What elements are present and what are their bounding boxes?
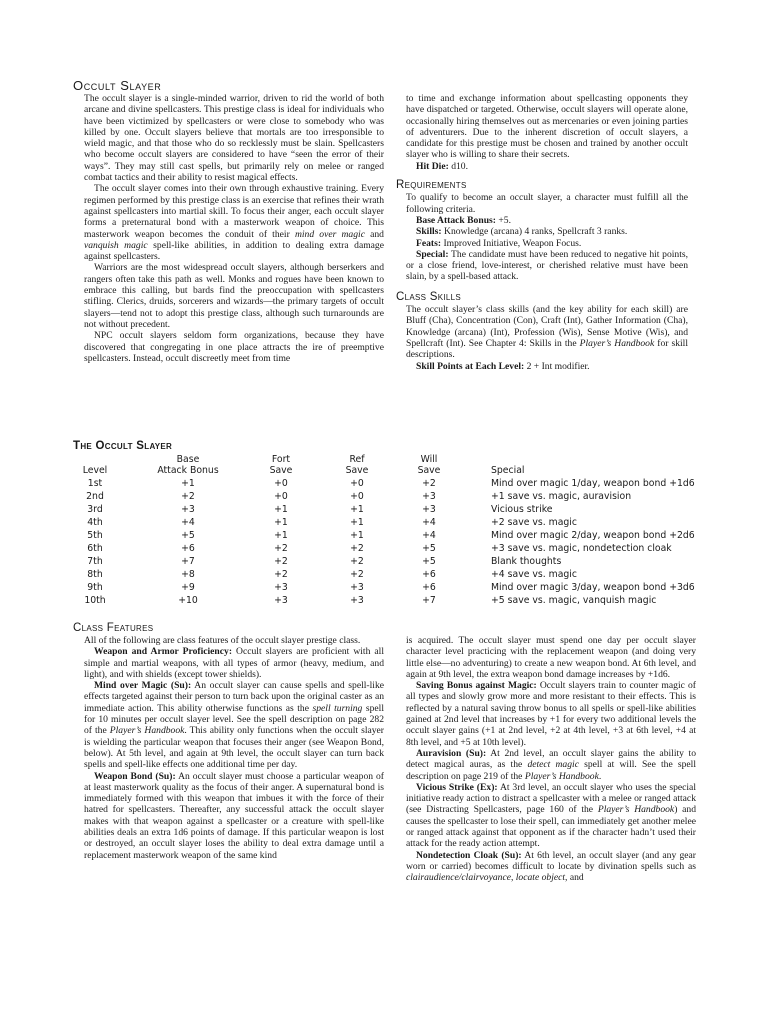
- intro-paragraph-3: Warriors are the most widespread occult slayers, although berserkers and rangers often take this path as well. Monks and rogues have been known to embrace this calling, but bards find the preoccupation with spellcasters stifling. Clerics, druids, sorcerers and wizards—the primary targets of occult slayers—tend not to adopt this prestige class, although such turnarounds are not without precedent.: [84, 262, 384, 330]
- table-cell: +0: [350, 491, 364, 502]
- table-cell: +3: [350, 582, 364, 593]
- table-cell: 5th: [87, 530, 103, 541]
- table-cell: +5: [181, 530, 195, 541]
- intro-paragraph-1: The occult slayer is a single-minded warrior, driven to rid the world of both arcane and divine spellcasters. This prestige class is ideal for individuals who have been victimized by spellcasters or were close to somebody who was killed by one. Occult slayers believe that mortals are too irresponsible to wield magic, and that those who do so recklessly must be slain. Spellcasters who become occult slayers are considered to have “seen the error of their ways”. They may still cast spells, but primarily rely on melee or ranged combat tactics and their ability to resist magical effects.: [84, 93, 384, 184]
- table-cell: Mind over magic 2/day, weapon bond +2d6: [491, 530, 695, 541]
- table-cell: 7th: [87, 556, 103, 567]
- table-cell: +2: [350, 569, 364, 580]
- table-cell: +2 save vs. magic: [491, 517, 577, 528]
- saving-bonus: Saving Bonus against Magic: Occult slayers train to counter magic of all types and slowly grow more and more resistant to their effects. This is reflected by a natural saving throw bonus to all spells or spell-like abilities gained at 2nd level that increases by +1 for every two additional levels the occult slayer gains (+1 at 2nd level, +2 at 4th level, +3 at 6th level, +4 at 8th level, and +5 at 10th level).: [406, 680, 696, 748]
- table-cell: +4: [422, 517, 436, 528]
- table-cell: 2nd: [86, 491, 104, 502]
- table-cell: +4 save vs. magic: [491, 569, 577, 580]
- intro-left-column: [84, 93, 384, 364]
- auravision: Auravision (Su): At 2nd level, an occult slayer gains the ability to detect magical auras, as the detect magic spell at will. See the spell description on page 219 of the Player’s Handbook.: [406, 747, 697, 782]
- table-cell: 3rd: [87, 504, 103, 515]
- requirement-skills: Skills: Knowledge (arcana) 4 ranks, Spellcraft 3 ranks.: [416, 226, 628, 238]
- table-cell: +10: [178, 595, 198, 606]
- table-cell: +3: [181, 504, 195, 515]
- table-cell: +3: [350, 595, 364, 606]
- table-cell: +3: [422, 491, 436, 502]
- table-cell: +5 save vs. magic, vanquish magic: [491, 595, 657, 606]
- table-cell: 6th: [87, 543, 103, 554]
- table-cell: 1st: [87, 478, 103, 489]
- table-cell: +1 save vs. magic, auravision: [491, 491, 632, 502]
- nondetection-cloak: Nondetection Cloak (Su): At 6th level, an occult slayer (and any gear worn or carried) becomes difficult to locate by divination spells such as clairaudience/clairvoyance, locate object, and: [406, 849, 696, 884]
- table-cell: +4: [181, 517, 195, 528]
- table-cell: +4: [422, 530, 436, 541]
- weapon-armor-proficiency: Weapon and Armor Proficiency: Occult slayers are proficient with all simple and martial weapons, with all types of armor (heavy, medium, and light), and with shields (except tower shields).: [84, 646, 385, 680]
- table-cell: +1: [350, 517, 364, 528]
- table-cell: Blank thoughts: [491, 556, 562, 567]
- table-cell: +3: [274, 595, 288, 606]
- table-cell: +2: [274, 556, 288, 567]
- features-intro: All of the following are class features of the occult slayer prestige class.: [84, 635, 361, 646]
- table-cell: +6: [422, 582, 436, 593]
- table-cell: +7: [422, 595, 436, 606]
- table-cell: +1: [274, 504, 288, 515]
- table-cell: +2: [181, 491, 195, 502]
- class-skills-heading: Class Skills: [396, 290, 462, 303]
- vanquish-magic-term: vanquish magic: [84, 239, 148, 251]
- features-left-column: [84, 635, 384, 861]
- class-features-heading: Class Features: [73, 622, 154, 634]
- table-cell: +2: [350, 556, 364, 567]
- requirements-heading: Requirements: [396, 179, 467, 192]
- intro-right-column: [396, 93, 688, 372]
- table-cell: +2: [422, 478, 436, 489]
- table-cell: +5: [422, 543, 436, 554]
- table-cell: +1: [350, 504, 364, 515]
- table-cell: +3: [422, 504, 436, 515]
- table-cell: +2: [350, 543, 364, 554]
- table-cell: 4th: [87, 517, 103, 528]
- skill-points: Skill Points at Each Level: 2 + Int modifier.: [416, 360, 590, 372]
- table-cell: +1: [350, 530, 364, 541]
- table-cell: +6: [422, 569, 436, 580]
- table-cell: +7: [181, 556, 195, 567]
- requirement-special: Special: The candidate must have been reduced to negative hit points, or a close friend, love-interest, or cherished relative must have been slain, by a spell-based attack.: [406, 248, 688, 283]
- features-right-column: [406, 635, 696, 884]
- requirement-bab: Base Attack Bonus: +5.: [416, 214, 511, 226]
- table-cell: 8th: [87, 569, 103, 580]
- table-cell: +6: [181, 543, 195, 554]
- intro-paragraph-4: NPC occult slayers seldom form organizations, because they have discovered that congregating in one place attracts the ire of preemptive spellcasters. Instead, occult discreetly meet from time: [84, 330, 384, 364]
- requirement-feats: Feats: Improved Initiative, Weapon Focus.: [416, 237, 582, 249]
- table-cell: +8: [181, 569, 195, 580]
- weapon-bond-continuation: is acquired. The occult slayer must spend one day per occult slayer character level practicing with the replacement weapon (and doing very little else—no adventuring) to create a new weapon bond. At 6th level, and again at 9th level, the extra weapon bond damage increases by +1d6.: [406, 635, 696, 680]
- table-cell: +9: [181, 582, 195, 593]
- weapon-bond: Weapon Bond (Su): An occult slayer must choose a particular weapon of at least masterwork quality as the focus of their anger. A supernatural bond is immediately formed with this weapon that imbues it with the force of their hatred for spellcasters. Thereafter, any successful attack the occult slayer makes with that weapon against a spellcaster or a creature with spell-like abilities deals an extra 1d6 points of damage. If this particular weapon is lost or destroyed, an occult slayer loses the ability to deal extra damage until a replacement masterwork weapon of the same kind: [84, 770, 384, 861]
- class-skills-text: The occult slayer’s class skills (and the key ability for each skill) are Bluff (Cha), Concentration (Con), Craft (Int), Gather Information (Cha), Knowledge (arcana) (Int), Profession (Wis), Sense Motive (Wis), and Spellcraft (Int). See Chapter 4: Skills in the Player’s Handbook for skill descriptions.: [406, 304, 688, 361]
- table-cell: +1: [274, 517, 288, 528]
- table-cell: +0: [274, 478, 288, 489]
- intro-paragraph-2: The occult slayer comes into their own through exhaustive training. Every regimen performed by this prestige class is an exercise that refines their wrath against spellcasters into martial skill. To focus their anger, each occult slayer forms a preternatural bond with a masterwork weapon of choice. This masterwork weapon becomes the conduit of their mind over magic and vanquish magic spell-like abilities, in addition to dealing extra damage against spellcasters.: [84, 183, 384, 263]
- table-cell: +1: [181, 478, 195, 489]
- hit-die: Hit Die: d10.: [416, 160, 468, 172]
- vicious-strike: Vicious Strike (Ex): At 3rd level, an occult slayer who uses the special initiative ready action to distract a spellcaster with a melee or ranged attack (see Distracting Spellcasters, page 160 of the Player’s Handbook) and causes the spellcaster to lose their spell, can immediately get another melee or ranged attack against that opponent as if the character hadn’t used their attack for the ready action attempt.: [406, 781, 696, 850]
- table-title: The Occult Slayer: [73, 440, 173, 452]
- mind-over-magic-term: mind over magic: [294, 228, 365, 240]
- table-cell: +2: [274, 569, 288, 580]
- table-cell: Mind over magic 3/day, weapon bond +3d6: [491, 582, 695, 593]
- table-cell: +0: [350, 478, 364, 489]
- table-cell: +3 save vs. magic, nondetection cloak: [491, 543, 672, 554]
- mind-over-magic: Mind over Magic (Su): An occult slayer can cause spells and spell-like effects targeted against their person to turn back upon the original caster as an immediate action. This ability otherwise functions as the spell turning spell for 10 minutes per occult slayer level. See the spell description on page 282 of the Player’s Handbook. This ability only functions when the occult slayer is wielding the particular weapon that focuses their anger (see Weapon Bond, below). At 5th level, and again at 9th level, the occult slayer can turn back spells and spell-like effects one additional time per day.: [84, 680, 384, 771]
- table-cell: +2: [274, 543, 288, 554]
- table-cell: Vicious strike: [491, 504, 553, 515]
- table-cell: +1: [274, 530, 288, 541]
- document-page: Occult Slayer The occult slayer is a single-minded warrior, driven to rid the world of both arcane and divine spellcasters. This prestige class is ideal for individuals who have been victimized by spellcasters or were close to somebody who was killed by one. Occult slayers believe that mortals are too irresponsible to wield magic, and that those who do so recklessly must be slain. Spellcasters who become occult slayers are considered to have “seen the error of their ways”. They may still cast spells, but primarily rely on melee or ranged combat tactics and their ability to resist magical effects. The occult slayer comes into their own through exhaustive training. Every regimen performed by this prestige class is an exercise that refines their wrath against spellcasters into martial skill. To focus their anger, each occult slayer forms a preternatural bond with a masterwork weapon of choice. This masterwork weapon becomes the conduit of their mind over magic and vanquish magic spell-like abilities, in addition to dealing extra damage against spellcasters. Warriors are the most widespread occult slayers, although berserkers and rangers often take this path as well. Monks and rogues have been known to embrace this calling, but bards find the preoccupation with spellcasters stifling. Clerics, druids, sorcerers and wizards—the primary targets of occult slayers—tend not to adopt this prestige class, although such turnarounds are not without precedent. NPC occult slayers seldom form organizations, because they have discovered that congregating in one place attracts the ire of preemptive spellcasters. Instead, occult discreetly meet from time to time and exchange information about spellcasting opponents they have dispatched or targeted. Otherwise, occult slayers will operate alone, occasionally hiring themselves out as mercenaries or even joining parties of adventurers. Due to the inherent discretion of occult slayers, a candidate for this prestige must be chosen and trained by another occult slayer who is willing to share their secrets. Hit Die: d10. Requirements To qualify to become an occult slayer, a character must fulfill all the following criteria. Base Attack Bonus: +5. Skills: Knowledge (arcana) 4 ranks, Spellcraft 3 ranks. Feats: Improved Initiative, Weapon Focus. Special: The candidate must have been reduced to negative hit points, or a close friend, love-interest, or cherished relative must have been slain, by a spell-based attack. Class Skills The occult slayer’s class skills (and the key ability for each skill) are Bluff (Cha), Concentration (Con), Craft (Int), Gather Information (Cha), Knowledge (arcana) (Int), Profession (Wis), Sense Motive (Wis), and Spellcraft (Int). See Chapter 4: Skills in the Player’s Handbook for skill descriptions. Skill Points at Each Level: 2 + Int modifier. The Occult Slayer Base Fort Ref Will Level Attack Bonus Save Save Save Special 1st +1 +0 +0 +2 Mind over magic 1/day, weapon bond +1d6 2nd +2 +0 +0 +3 +1 save vs. magic, auravision 3rd +3 +1 +1 +3 Vicious strike 4th +4 +1 +1 +4 +2 save vs. magic 5th +5 +1 +1 +4 Mind over magic 2/day, weapon bond +2d6 6th +6 +2 +2 +5 +3 save vs. magic, nondetection cloak 7th +7 +2 +2 +5 Blank thoughts 8th +8 +2 +2 +6 +4 save vs. magic 9th +9 +3 +3 +6 Mind over magic 3/day, weapon bond +3d6 10th +10 +3 +3 +7 +5 save vs. magic, vanquish magic Class Features All of the following are class features of the occult slayer prestige class. Weapon and Armor Proficiency: Occult slayers are proficient with all simple and martial weapons, with all types of armor (heavy, medium, and light), and with shields (except tower shields). Mind over Magic (Su): An occult slayer can cause spells and spell-like effects targeted against their person to turn back upon the original caster as an immediate action. This ability otherwise functions as the spell turning spell for 10 minutes per occult slayer level. See the spell description on page 282 of the Player’s Handbook. This ability only functions when the occult slayer is wielding the particular weapon that focuses their anger (see Weapon Bond, below). At 5th level, and again at 9th level, the occult slayer can turn back spells and spell-like effects one additional time per day. Weapon Bond (Su): An occult slayer must choose a particular weapon of at least masterwork quality as the focus of their anger. A supernatural bond is immediately formed with this weapon that imbues it with the force of their hatred for spellcasters. Thereafter, any successful attack the occult slayer makes with that weapon against a spellcaster or a creature with spell-like abilities deals an extra 1d6 points of damage. If this particular weapon is lost or destroyed, an occult slayer loses the ability to deal extra damage until a replacement masterwork weapon of the same kind is acquired. The occult slayer must spend one day per occult slayer character level practicing with the replacement weapon (and doing very little else—no adventuring) to create a new weapon bond. At 6th level, and again at 9th level, the extra weapon bond damage increases by +1d6. Saving Bonus against Magic: Occult slayers train to counter magic of all types and slowly grow more and more resistant to their effects. This is reflected by a natural saving throw bonus to all spells or spell-like abilities gained at 2nd level that increases by +1 for every two additional levels the occult slayer gains (+1 at 2nd level, +2 at 4th level, +3 at 6th level, +4 at 8th level, and +5 at 10th level). Auravision (Su): At 2nd level, an occult slayer gains the ability to detect magical auras, as the detect magic spell at will. See the spell description on page 219 of the Player’s Handbook. Vicious Strike (Ex): At 3rd level, an occult slayer who uses the special initiative ready action to distract a spellcaster with a melee or ranged attack (see Distracting Spellcasters, page 160 of the Player’s Handbook) and causes the spellcaster to lose their spell, can immediately get another melee or ranged attack against that opponent as if the character hadn’t used their attack for the ready action attempt. Nondetection Cloak (Su): At 6th level, an occult slayer (and any gear worn or carried) becomes difficult to locate by divination spells such as clairaudience/clairvoyance, locate object, and: [73, 78, 697, 884]
- requirements-intro: To qualify to become an occult slayer, a character must fulfill all the following criteria.: [406, 192, 688, 215]
- table-cell: +5: [422, 556, 436, 567]
- page-title: Occult Slayer: [73, 78, 162, 93]
- table-cell: Mind over magic 1/day, weapon bond +1d6: [491, 478, 695, 489]
- table-cell: 9th: [87, 582, 103, 593]
- table-cell: +0: [274, 491, 288, 502]
- intro-continuation: to time and exchange information about spellcasting opponents they have dispatched or targeted. Otherwise, occult slayers will operate alone, occasionally hiring themselves out as mercenaries or even joining parties of adventurers. Due to the inherent discretion of occult slayers, a candidate for this prestige must be chosen and trained by another occult slayer who is willing to share their secrets.: [406, 93, 688, 161]
- table-cell: 10th: [84, 595, 106, 606]
- table-cell: +3: [274, 582, 288, 593]
